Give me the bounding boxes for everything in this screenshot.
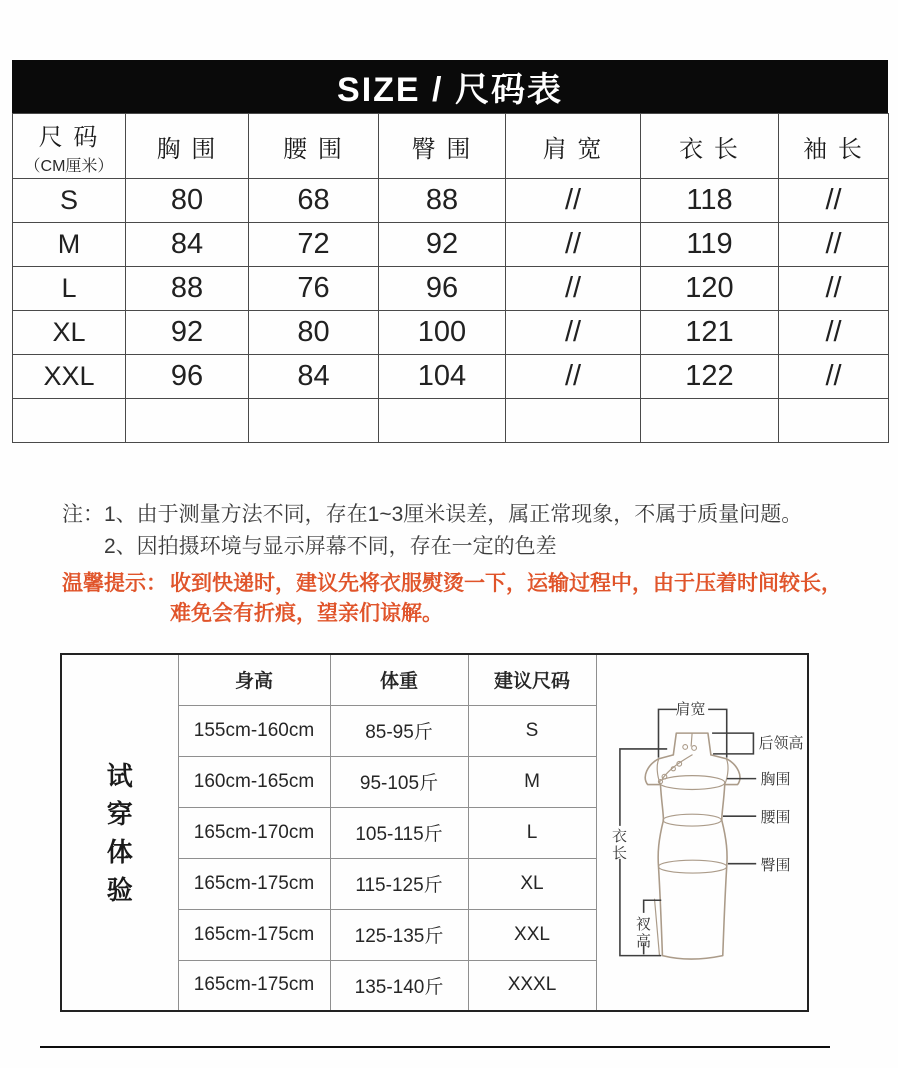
fit-col-header-suggest: 建议尺码 xyxy=(468,654,596,705)
fit-table-side-cell xyxy=(61,654,178,1011)
fit-cell-weight: 115-125斤 xyxy=(330,858,468,909)
size-cell: XXL xyxy=(13,355,126,399)
size-cell: 84 xyxy=(249,355,379,399)
size-cell: 92 xyxy=(379,223,506,267)
size-row-empty xyxy=(13,399,889,443)
fit-cell-weight: 135-140斤 xyxy=(330,960,468,1011)
size-table xyxy=(12,113,889,443)
size-row-m xyxy=(13,223,889,267)
size-cell: 92 xyxy=(126,311,249,355)
col-header-sleeve: 袖 长 xyxy=(779,114,889,179)
size-cell: 88 xyxy=(379,179,506,223)
page-title: SIZE / 尺码表 xyxy=(337,71,563,109)
fit-table xyxy=(60,653,809,1012)
warm-tip-line-2: 难免会有折痕，望亲们谅解。 xyxy=(170,602,443,625)
size-row-l xyxy=(13,267,889,311)
fit-cell-height: 165cm-175cm xyxy=(178,858,330,909)
warm-tip-line-1: 收到快递时，建议先将衣服熨烫一下，运输过程中，由于压着时间较长， xyxy=(170,572,842,595)
size-cell: 122 xyxy=(641,355,779,399)
size-cell: // xyxy=(506,267,641,311)
diagram-bust-label: 胸围 xyxy=(760,771,791,788)
qipao-diagram-cell xyxy=(596,654,808,1011)
warm-tip xyxy=(62,569,862,629)
col-header-size-unit: （CM厘米） xyxy=(24,157,114,175)
size-cell: 72 xyxy=(249,223,379,267)
size-chart-title-bar xyxy=(12,60,888,113)
size-cell: 96 xyxy=(379,267,506,311)
size-cell: 100 xyxy=(379,311,506,355)
size-cell: 121 xyxy=(641,311,779,355)
note-label: 注： xyxy=(62,503,104,526)
size-cell xyxy=(641,399,779,443)
size-cell: 84 xyxy=(126,223,249,267)
fit-cell-size: L xyxy=(468,807,596,858)
col-header-hip: 臀 围 xyxy=(379,114,506,179)
size-cell: 80 xyxy=(249,311,379,355)
size-cell: 119 xyxy=(641,223,779,267)
fit-cell-height: 165cm-170cm xyxy=(178,807,330,858)
diagram-hip-label: 臀围 xyxy=(760,857,791,874)
size-cell: 76 xyxy=(249,267,379,311)
diagram-waist-label: 腰围 xyxy=(760,809,791,826)
size-cell: // xyxy=(506,311,641,355)
fit-cell-height: 155cm-160cm xyxy=(178,705,330,756)
diagram-shoulder-label: 肩宽 xyxy=(675,701,706,718)
size-cell: // xyxy=(506,355,641,399)
fit-cell-size: XL xyxy=(468,858,596,909)
size-cell: 120 xyxy=(641,267,779,311)
size-row-xl xyxy=(13,311,889,355)
size-row-xxl xyxy=(13,355,889,399)
fit-cell-height: 160cm-165cm xyxy=(178,756,330,807)
size-cell xyxy=(506,399,641,443)
warm-tip-label: 温馨提示： xyxy=(62,572,167,595)
col-header-waist: 腰 围 xyxy=(249,114,379,179)
fit-col-header-height: 身高 xyxy=(178,654,330,705)
size-cell: 88 xyxy=(126,267,249,311)
fit-col-header-weight: 体重 xyxy=(330,654,468,705)
fit-cell-height: 165cm-175cm xyxy=(178,909,330,960)
col-header-shoulder: 肩 宽 xyxy=(506,114,641,179)
fit-cell-height: 165cm-175cm xyxy=(178,960,330,1011)
fit-table-header-row xyxy=(61,654,808,705)
fit-cell-weight: 95-105斤 xyxy=(330,756,468,807)
size-cell xyxy=(249,399,379,443)
size-cell: 118 xyxy=(641,179,779,223)
size-cell: // xyxy=(506,179,641,223)
fit-cell-size: S xyxy=(468,705,596,756)
size-cell: S xyxy=(13,179,126,223)
size-cell: // xyxy=(779,267,889,311)
size-cell xyxy=(126,399,249,443)
size-row-s xyxy=(13,179,889,223)
size-cell: 104 xyxy=(379,355,506,399)
size-cell: XL xyxy=(13,311,126,355)
size-cell: // xyxy=(779,179,889,223)
section-divider xyxy=(40,1046,830,1048)
size-cell: 68 xyxy=(249,179,379,223)
size-cell: 96 xyxy=(126,355,249,399)
col-header-length: 衣 长 xyxy=(641,114,779,179)
size-cell: // xyxy=(506,223,641,267)
fit-cell-size: XXL xyxy=(468,909,596,960)
diagram-slit-label: 衩高 xyxy=(635,916,651,950)
fit-table-side-label: 试穿体验 xyxy=(106,760,133,905)
size-cell: // xyxy=(779,311,889,355)
size-cell: // xyxy=(779,355,889,399)
col-header-bust: 胸 围 xyxy=(126,114,249,179)
fit-cell-weight: 85-95斤 xyxy=(330,705,468,756)
fit-cell-size: M xyxy=(468,756,596,807)
measurement-notes xyxy=(62,499,852,563)
diagram-back-collar-label: 后领高 xyxy=(758,735,804,752)
size-table-header-row xyxy=(13,114,889,179)
size-cell: M xyxy=(13,223,126,267)
note-line-1: 1、由于测量方法不同，存在1~3厘米误差，属正常现象，不属于质量问题。 xyxy=(104,503,803,526)
size-cell xyxy=(779,399,889,443)
size-cell xyxy=(13,399,126,443)
size-cell: L xyxy=(13,267,126,311)
fit-cell-weight: 105-115斤 xyxy=(330,807,468,858)
diagram-length-label: 衣长 xyxy=(611,828,627,862)
col-header-size xyxy=(13,114,126,179)
qipao-diagram xyxy=(597,655,808,1010)
size-cell: 80 xyxy=(126,179,249,223)
warm-tip-lines xyxy=(170,569,842,629)
note-lines xyxy=(104,499,802,563)
size-cell: // xyxy=(779,223,889,267)
size-cell xyxy=(379,399,506,443)
fit-cell-size: XXXL xyxy=(468,960,596,1011)
note-line-2: 2、因拍摄环境与显示屏幕不同，存在一定的色差 xyxy=(104,535,557,558)
col-header-size-label: 尺 码 xyxy=(38,123,100,151)
fit-cell-weight: 125-135斤 xyxy=(330,909,468,960)
